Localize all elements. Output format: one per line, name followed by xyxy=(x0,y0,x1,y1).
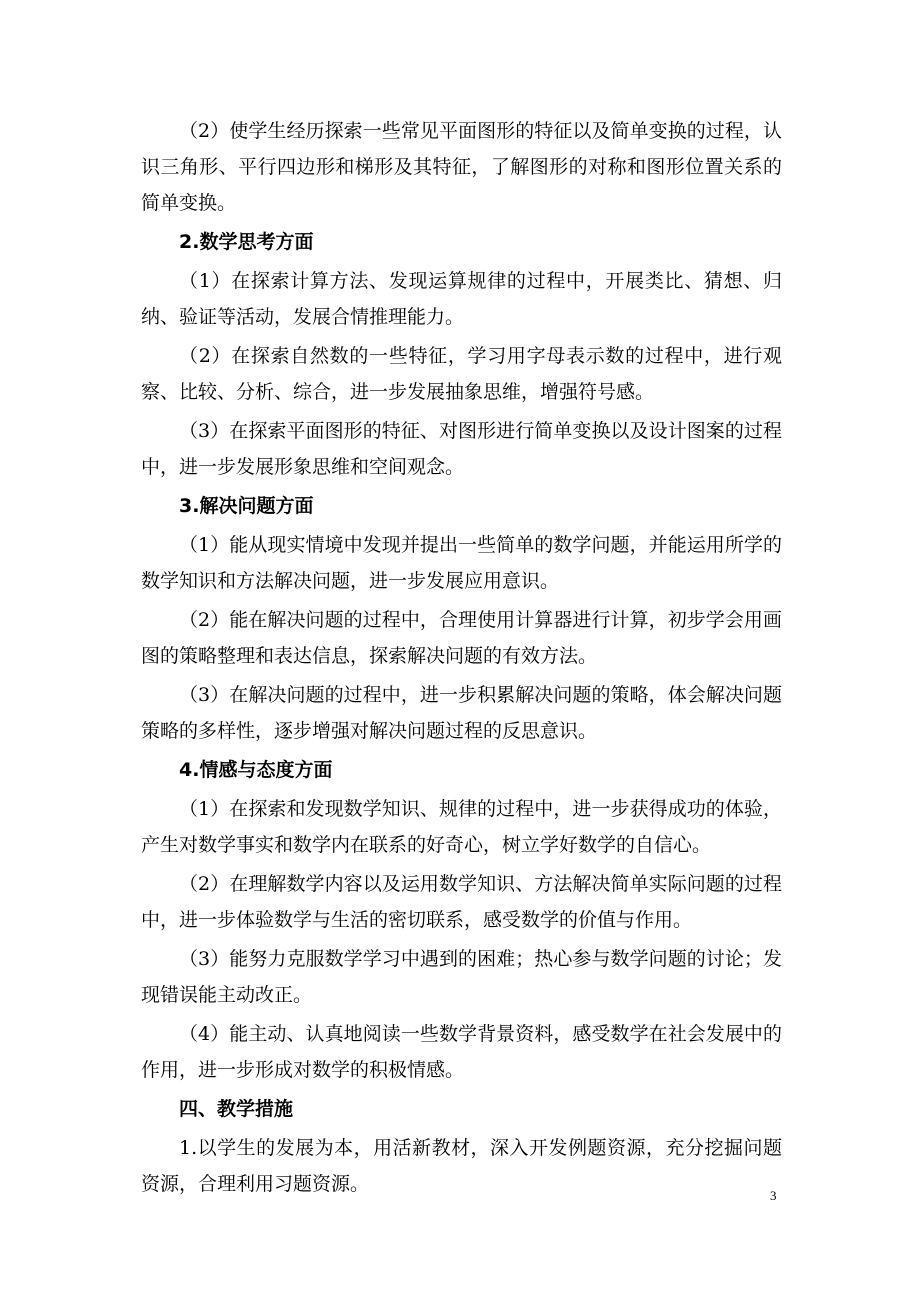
paragraph-shape-learning-2: （2）使学生经历探索一些常见平面图形的特征以及简单变换的过程，认识三角形、平行四边形和梯形及其特征，了解图形的对称和图形位置关系的简单变换。 xyxy=(141,120,782,214)
paragraph-emotion-attitude-1: （1）在探索和发现数学知识、规律的过程中，进一步获得成功的体验，产生对数学事实和数学内在联系的好奇心，树立学好数学的自信心。 xyxy=(141,798,782,856)
paragraph-math-thinking-1: （1）在探索计算方法、发现运算规律的过程中，开展类比、猜想、归纳、验证等活动，发展合情推理能力。 xyxy=(141,270,782,328)
section-heading-math-thinking: 2.数学思考方面 xyxy=(179,231,314,253)
paragraph-math-thinking-3: （3）在探索平面图形的特征、对图形进行简单变换以及设计图案的过程中，进一步发展形象思维和空间观念。 xyxy=(141,420,782,478)
paragraph-problem-solving-3: （3）在解决问题的过程中，进一步积累解决问题的策略，体会解决问题策略的多样性，逐步增强对解决问题过程的反思意识。 xyxy=(141,684,782,742)
paragraph-emotion-attitude-2: （2）在理解数学内容以及运用数学知识、方法解决简单实际问题的过程中，进一步体验数学与生活的密切联系，感受数学的价值与作用。 xyxy=(141,873,782,931)
paragraph-emotion-attitude-4: （4）能主动、认真地阅读一些数学背景资料，感受数学在社会发展中的作用，进一步形成对数学的积极情感。 xyxy=(141,1023,782,1081)
section-heading-emotion-attitude: 4.情感与态度方面 xyxy=(179,759,333,781)
paragraph-problem-solving-1: （1）能从现实情境中发现并提出一些简单的数学问题，并能运用所学的数学知识和方法解决问题，进一步发展应用意识。 xyxy=(141,534,782,592)
paragraph-problem-solving-2: （2）能在解决问题的过程中，合理使用计算器进行计算，初步学会用画图的策略整理和表达信息，探索解决问题的有效方法。 xyxy=(141,609,782,667)
page-number: 3 xyxy=(770,1188,777,1203)
paragraph-emotion-attitude-3: （3）能努力克服数学学习中遇到的困难；热心参与数学问题的讨论；发现错误能主动改正。 xyxy=(141,948,782,1006)
section-heading-problem-solving: 3.解决问题方面 xyxy=(179,495,314,517)
paragraph-teaching-measures-1: 1.以学生的发展为本，用活新教材，深入开发例题资源，充分挖掘问题资源，合理利用习题资源。 xyxy=(141,1137,782,1195)
document-body xyxy=(141,113,782,1205)
paragraph-math-thinking-2: （2）在探索自然数的一些特征，学习用字母表示数的过程中，进行观察、比较、分析、综合，进一步发展抽象思维，增强符号感。 xyxy=(141,345,782,403)
section-heading-teaching-measures: 四、教学措施 xyxy=(179,1098,294,1120)
